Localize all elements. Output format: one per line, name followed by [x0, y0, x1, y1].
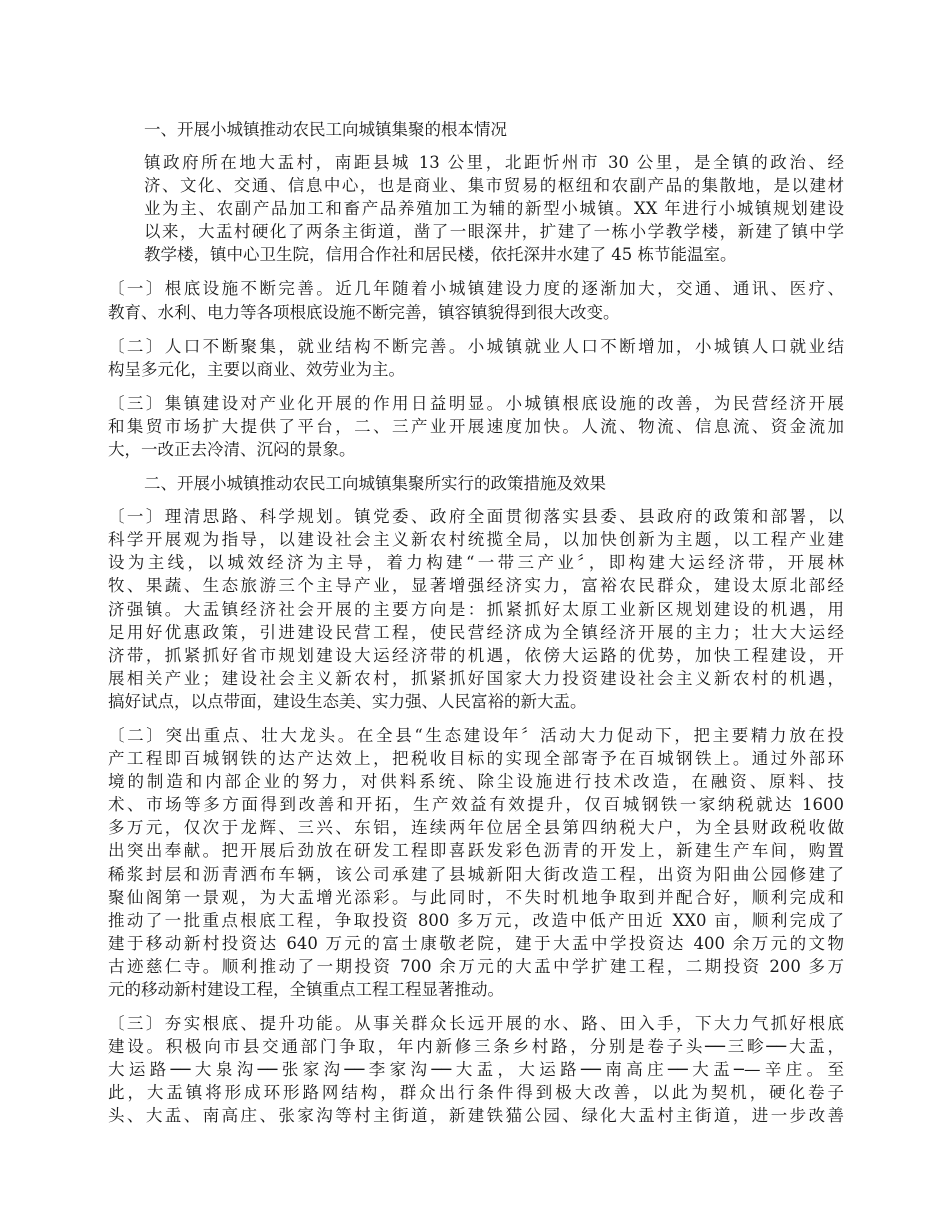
text-line: 济强镇。大盂镇经济社会开展的主要方向是：抓紧抓好太原工业新区规划建设的机遇，用 [108, 599, 844, 619]
text-line: 教育、水利、电力等各项根底设施不断完善，镇容镇貌得到很大改变。 [108, 302, 620, 322]
text-line: 济带，抓紧抓好省市规划建设大运经济带的机遇，依傍大运路的优势，加快工程建设，开 [108, 645, 844, 665]
text-line: 聚仙阁第一景观，为大盂增光添彩。与此同时，不失时机地争取到并配合好，顺利完成和 [108, 887, 844, 907]
paragraph-population [108, 335, 844, 381]
text-line: 和集贸市场扩大提供了平台，二、三产业开展速度加快。人流、物流、信息流、资金流加 [108, 416, 844, 436]
text-line: 头、大盂、南高庄、张家沟等村主街道，新建铁猫公园、绿化大盂村主街道，进一步改善 [108, 1106, 844, 1126]
text-line: 境的制造和内部企业的努力，对供料系统、除尘设施进行技术改造，在融资、原料、技 [108, 772, 844, 792]
text-line: 设为主线，以城效经济为主导，着力构建“一带三产业〞，即构建大运经济带，开展林 [108, 553, 844, 573]
text-line: 业为主、农副产品加工和畜产品养殖加工为辅的新型小城镇。XX 年进行小城镇规划建设 [144, 199, 844, 219]
paragraph-industrialization [108, 392, 844, 461]
text-line: 术、市场等多方面得到改善和开拓，生产效益有效提升，仅百城钢铁一家纳税就达 1600 [108, 795, 844, 815]
text-line: 展相关产业；建设社会主义新农村，抓紧抓好国家大力投资建设社会主义新农村的机遇， [108, 668, 844, 688]
text-line: 此，大盂镇将形成环形路网结构，群众出行条件得到极大改善，以此为契机，硬化卷子 [108, 1083, 844, 1103]
section-heading-1: 一、开展小城镇推动农民工向城镇集聚的根本情况 [144, 120, 507, 139]
text-line: 〔三〕夯实根底、提升功能。从事关群众长远开展的水、路、田入手，下大力气抓好根底 [108, 1014, 844, 1034]
text-line: 构呈多元化，主要以商业、效劳业为主。 [108, 359, 405, 379]
text-line: 〔二〕人口不断聚集，就业结构不断完善。小城镇就业人口不断增加，小城镇人口就业结 [108, 336, 844, 356]
text-line: 大运路──大泉沟──张家沟──李家沟──大盂，大运路──南高庄──大盂─—辛庄。至 [108, 1060, 844, 1080]
text-line: 科学开展观为指导，以建设社会主义新农村统揽全局，以加快创新为主题，以工程产业建 [108, 530, 844, 550]
paragraph-infrastructure [108, 277, 844, 323]
paragraph-town-overview [108, 151, 844, 266]
text-line: 产工程即百城钢铁的达产达效上，把税收目标的实现全部寄予在百城钢铁上。通过外部环 [108, 749, 844, 769]
text-line: 教学楼，镇中心卫生院，信用合作社和居民楼，依托深井水建了 45 栋节能温室。 [144, 245, 737, 265]
text-line: 〔三〕集镇建设对产业化开展的作用日益明显。小城镇根底设施的改善，为民营经济开展 [108, 393, 844, 413]
text-line: 以来，大盂村硬化了两条主街道，凿了一眼深井，扩建了一栋小学教学楼，新建了镇中学 [144, 222, 844, 242]
text-line: 〔二〕突出重点、壮大龙头。在全县“生态建设年〞活动大力促动下，把主要精力放在投 [108, 725, 844, 745]
paragraph-foundation [108, 1012, 844, 1127]
text-line: 搞好试点，以点带面，建设生态美、实力强、人民富裕的新大盂。 [108, 691, 587, 711]
text-line: 古迹慈仁寺。顺利推动了一期投资 700 余万元的大盂中学扩建工程，二期投资 200 多万 [108, 956, 844, 976]
text-line: 出突出奉献。把开展后劲放在研发工程即喜跃发彩色沥青的开发上，新建生产车间，购置 [108, 841, 844, 861]
text-line: 济、文化、交通、信息中心，也是商业、集市贸易的枢纽和农副产品的集散地，是以建材 [144, 176, 844, 196]
text-line: 大，一改正去冷清、沉闷的景象。 [108, 440, 356, 460]
text-line: 足用好优惠政策，引进建设民营工程，使民营经济成为全镇经济开展的主力；壮大大运经 [108, 622, 844, 642]
document-page [108, 118, 844, 1139]
text-line: 〔一〕理清思路、科学规划。镇党委、政府全面贯彻落实县委、县政府的政策和部署，以 [108, 507, 844, 527]
text-line: 建设。积极向市县交通部门争取，年内新修三条乡村路，分别是卷子头──三畛──大盂， [108, 1037, 844, 1057]
text-line: 稀浆封层和沥青洒布车辆，该公司承建了县城新阳大街改造工程，出资为阳曲公园修建了 [108, 864, 844, 884]
paragraph-key-projects [108, 724, 844, 1001]
paragraph-planning [108, 505, 844, 713]
text-line: 建于移动新村投资达 640 万元的富士康敬老院，建于大盂中学投资达 400 余万元的文物 [108, 933, 844, 953]
text-line: 元的移动新村建设工程，全镇重点工程工程显著推动。 [108, 980, 504, 999]
text-line: 牧、果蔬、生态旅游三个主导产业，显著增强经济实力，富裕农民群众，建设太原北部经 [108, 576, 844, 596]
text-line: 推动了一批重点根底工程，争取投资 800 多万元，改造中低产田近 XX0 亩，顺利完成了 [108, 910, 844, 930]
section-heading-2: 二、开展小城镇推动农民工向城镇集聚所实行的政策措施及效果 [144, 474, 606, 494]
text-line: 〔一〕根底设施不断完善。近几年随着小城镇建设力度的逐渐加大，交通、通讯、医疗、 [108, 279, 844, 299]
text-line: 镇政府所在地大盂村，南距县城 13 公里，北距忻州市 30 公里，是全镇的政治、经 [144, 153, 844, 172]
text-line: 多万元，仅次于龙辉、三兴、东铝，连续两年位居全县第四纳税大户，为全县财政税收做 [108, 818, 844, 838]
